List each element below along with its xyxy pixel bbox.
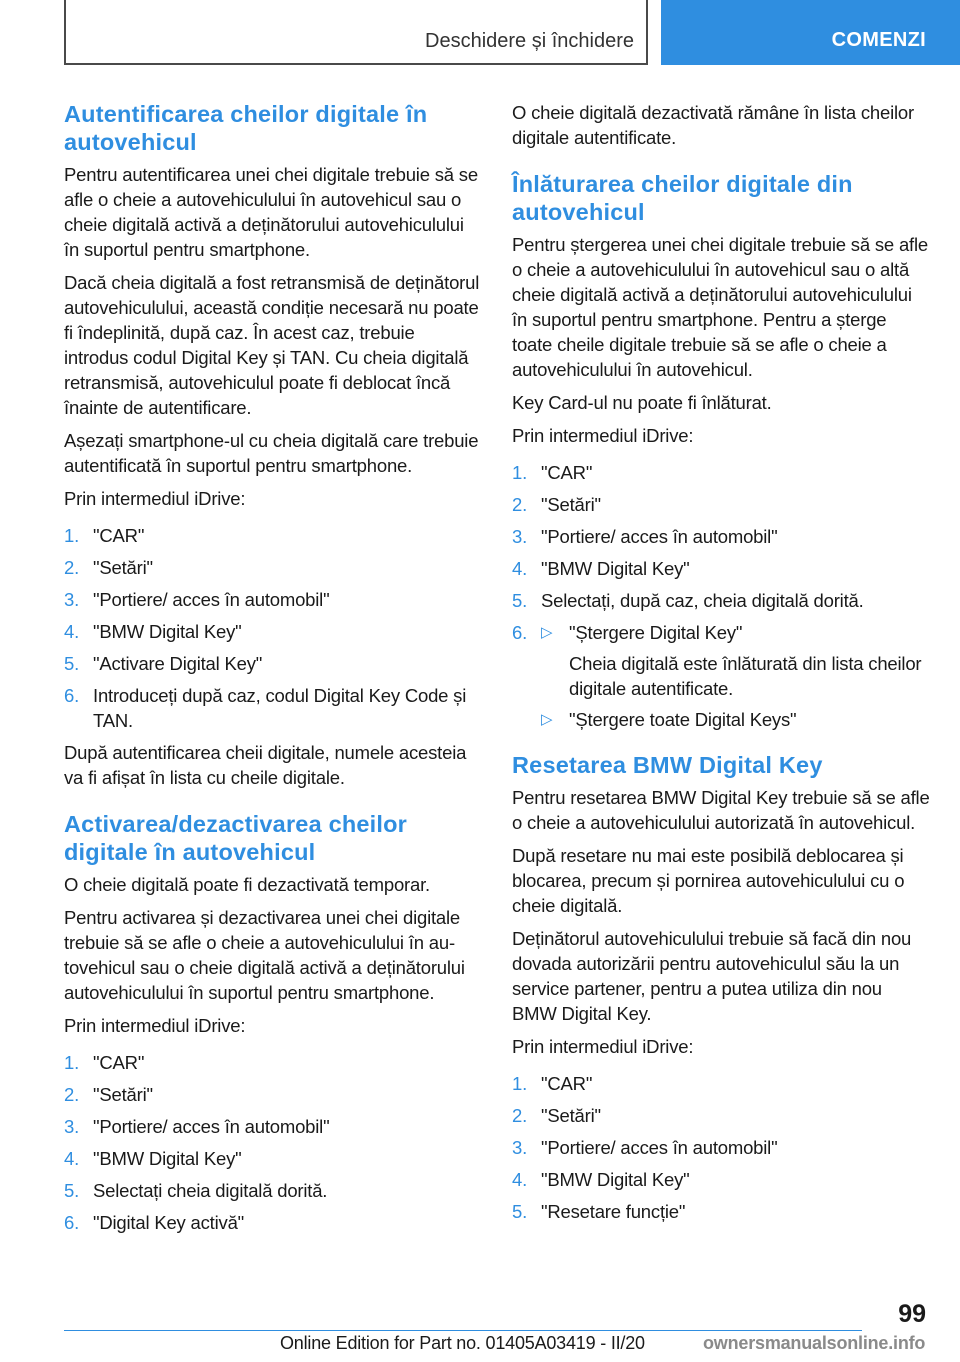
step-text: "BMW Digital Key" xyxy=(93,621,242,642)
step-number: 5. xyxy=(64,1180,80,1201)
section-title-reset: Resetarea BMW Digital Key xyxy=(512,752,823,778)
list-item xyxy=(64,1210,482,1235)
paragraph: Pentru ștergerea unei chei digitale trebuie să se afle o cheie a autovehiculului în autovehicul sau o altă cheie digitală activă a deținătorului autovehiculului în suportul pentru smartphone. Pentru a șterge toate cheile digitale trebuie să se afle o cheie a autovehiculului în autovehicul. xyxy=(512,234,928,380)
paragraph: O cheie digitală poate fi dezactivată temporar. xyxy=(64,874,430,895)
section-title-activation: Activarea/dezactivarea cheilor digitale în autovehicul xyxy=(64,811,408,865)
page-number: 99 xyxy=(898,1300,926,1328)
list-item xyxy=(64,587,482,612)
step-number: 4. xyxy=(64,621,80,642)
paragraph: Prin intermediul iDrive: xyxy=(512,1036,694,1057)
header-border-right xyxy=(646,0,648,64)
step-text: Selectați cheia digitală dorită. xyxy=(93,1180,328,1201)
step-number: 2. xyxy=(512,1105,528,1126)
step-number: 1. xyxy=(512,462,528,483)
list-item xyxy=(64,1114,482,1139)
list-item xyxy=(64,1050,482,1075)
paragraph: După autentificarea cheii digitale, numele acesteia va fi afișat în lista cu cheile digitale. xyxy=(64,742,467,788)
paragraph: Prin intermediul iDrive: xyxy=(64,1015,246,1036)
list-item xyxy=(512,1135,930,1160)
step-number: 1. xyxy=(64,525,80,546)
list-item xyxy=(512,1071,930,1096)
list-item xyxy=(512,492,930,517)
list-item xyxy=(64,619,482,644)
step-text: "BMW Digital Key" xyxy=(541,558,690,579)
list-item xyxy=(64,683,482,733)
steps-list-removal xyxy=(512,460,930,732)
triangle-bullet-icon: ▷ xyxy=(541,711,553,728)
step-text: "BMW Digital Key" xyxy=(541,1169,690,1190)
step-number: 5. xyxy=(512,1201,528,1222)
step-text: "CAR" xyxy=(541,462,593,483)
step-number: 1. xyxy=(512,1073,528,1094)
section-title-authentication: Autentificarea cheilor digitale în autovehicul xyxy=(64,101,428,155)
list-item xyxy=(512,1167,930,1192)
list-item xyxy=(64,1146,482,1171)
step-text: "Portiere/ acces în automobil" xyxy=(93,589,330,610)
step-text: "Portiere/ acces în automobil" xyxy=(93,1116,330,1137)
footer-watermark: ownersmanualsonline.info xyxy=(703,1333,926,1353)
step-text: "Activare Digital Key" xyxy=(93,653,263,674)
header-border-bottom xyxy=(64,63,648,65)
paragraph: Pentru resetarea BMW Digital Key trebuie să se afle o cheie a autovehiculului autorizată în autovehicul. xyxy=(512,787,930,833)
step-number: 5. xyxy=(64,653,80,674)
step-text: Introduceți după caz, codul Digital Key Code și TAN. xyxy=(93,685,467,731)
paragraph: Key Card-ul nu poate fi înlăturat. xyxy=(512,392,772,413)
step-number: 2. xyxy=(512,494,528,515)
right-column xyxy=(512,100,930,1231)
step-text: "Setări" xyxy=(541,494,601,515)
list-item xyxy=(64,651,482,676)
step-number: 6. xyxy=(64,1212,80,1233)
footer-divider xyxy=(64,1330,862,1331)
step-number: 5. xyxy=(512,590,528,611)
steps-list-authentication xyxy=(64,523,482,733)
step-number: 4. xyxy=(512,558,528,579)
header-chapter-label: COMENZI xyxy=(831,29,926,51)
steps-list-activation xyxy=(64,1050,482,1235)
step-text: "Resetare funcție" xyxy=(541,1201,686,1222)
step-text: "Portiere/ acces în automobil" xyxy=(541,526,778,547)
step-number: 4. xyxy=(64,1148,80,1169)
header-section-title: Deschidere și închidere xyxy=(425,30,634,52)
list-item xyxy=(512,1103,930,1128)
step-text: "Digital Key activă" xyxy=(93,1212,245,1233)
list-item xyxy=(64,555,482,580)
step-text: "Portiere/ acces în automobil" xyxy=(541,1137,778,1158)
step-number: 2. xyxy=(64,557,80,578)
step-text: "CAR" xyxy=(93,1052,145,1073)
list-item xyxy=(64,1082,482,1107)
left-column xyxy=(64,100,482,1242)
paragraph: După resetare nu mai este posibilă deblocarea și blocarea, precum și pornirea autovehiculului cu o cheie digitală. xyxy=(512,845,905,916)
step-number: 2. xyxy=(64,1084,80,1105)
step-number: 3. xyxy=(512,526,528,547)
sub-option xyxy=(541,620,930,701)
sub-option-label: "Ștergere Digital Key" xyxy=(569,622,743,643)
header-border-left xyxy=(64,0,66,64)
step-number: 4. xyxy=(512,1169,528,1190)
step-number: 1. xyxy=(64,1052,80,1073)
paragraph: Așezați smartphone-ul cu cheia digitală care trebuie autentificată în suportul pentru smartphone. xyxy=(64,430,479,476)
list-item xyxy=(512,556,930,581)
page-header xyxy=(0,0,960,66)
step-text: "CAR" xyxy=(93,525,145,546)
list-item xyxy=(64,1178,482,1203)
step-text: "Setări" xyxy=(93,557,153,578)
step-text: "Setări" xyxy=(93,1084,153,1105)
step-number: 3. xyxy=(512,1137,528,1158)
step-number: 6. xyxy=(512,622,528,643)
paragraph: Pentru autentificarea unei chei digitale trebuie să se afle o cheie a autovehiculului în autovehicul sau o cheie digitală activă a deținătorului autovehiculului în suportul pentru smartphone. xyxy=(64,164,478,260)
list-item xyxy=(512,460,930,485)
step-number: 3. xyxy=(64,1116,80,1137)
paragraph: Pentru activarea și dezactivarea unei chei digitale trebuie să se afle o cheie a autovehiculului în autovehicul sau o cheie digitală activă a deținătorului autovehiculului în suportul pentru smartphone. xyxy=(64,907,465,1003)
paragraph: Prin intermediul iDrive: xyxy=(512,425,694,446)
step-number: 6. xyxy=(64,685,80,706)
paragraph: Deținătorul autovehiculului trebuie să facă din nou dovada autorizării pentru autovehiculul său la un service partener, pentru a putea utiliza din nou BMW Digital Key. xyxy=(512,928,912,1024)
step-text: Selectați, după caz, cheia digitală dorită. xyxy=(541,590,864,611)
footer-edition: Online Edition for Part no. 01405A03419 - II/20 xyxy=(280,1333,645,1353)
step-text: "BMW Digital Key" xyxy=(93,1148,242,1169)
list-item xyxy=(512,1199,930,1224)
header-chapter-tab[interactable] xyxy=(661,0,960,65)
triangle-bullet-icon: ▷ xyxy=(541,624,553,641)
list-item xyxy=(512,620,930,732)
paragraph: Prin intermediul iDrive: xyxy=(64,488,246,509)
sub-option-label: "Ștergere toate Digital Keys" xyxy=(569,709,797,730)
paragraph: Dacă cheia digitală a fost retransmisă de deținătorul autovehiculului, această condiție necesară nu poate fi îndeplinită, după caz. În acest caz, trebuie introdus codul Digital Key și TAN. Cu cheia digitală retransmisă, autovehiculul poate fi deblocat încă înainte de autentificare. xyxy=(64,272,480,418)
sub-option-note: Cheia digitală este înlăturată din lista cheilor digitale autentificate. xyxy=(569,653,922,699)
steps-list-reset xyxy=(512,1071,930,1224)
list-item xyxy=(512,588,930,613)
list-item xyxy=(64,523,482,548)
paragraph: O cheie digitală dezactivată rămâne în lista cheilor digitale autentificate. xyxy=(512,102,914,148)
sub-option xyxy=(541,707,930,732)
step-text: "CAR" xyxy=(541,1073,593,1094)
section-title-removal: Înlăturarea cheilor digitale din autovehicul xyxy=(512,171,853,225)
step-text: "Setări" xyxy=(541,1105,601,1126)
list-item xyxy=(512,524,930,549)
step-number: 3. xyxy=(64,589,80,610)
